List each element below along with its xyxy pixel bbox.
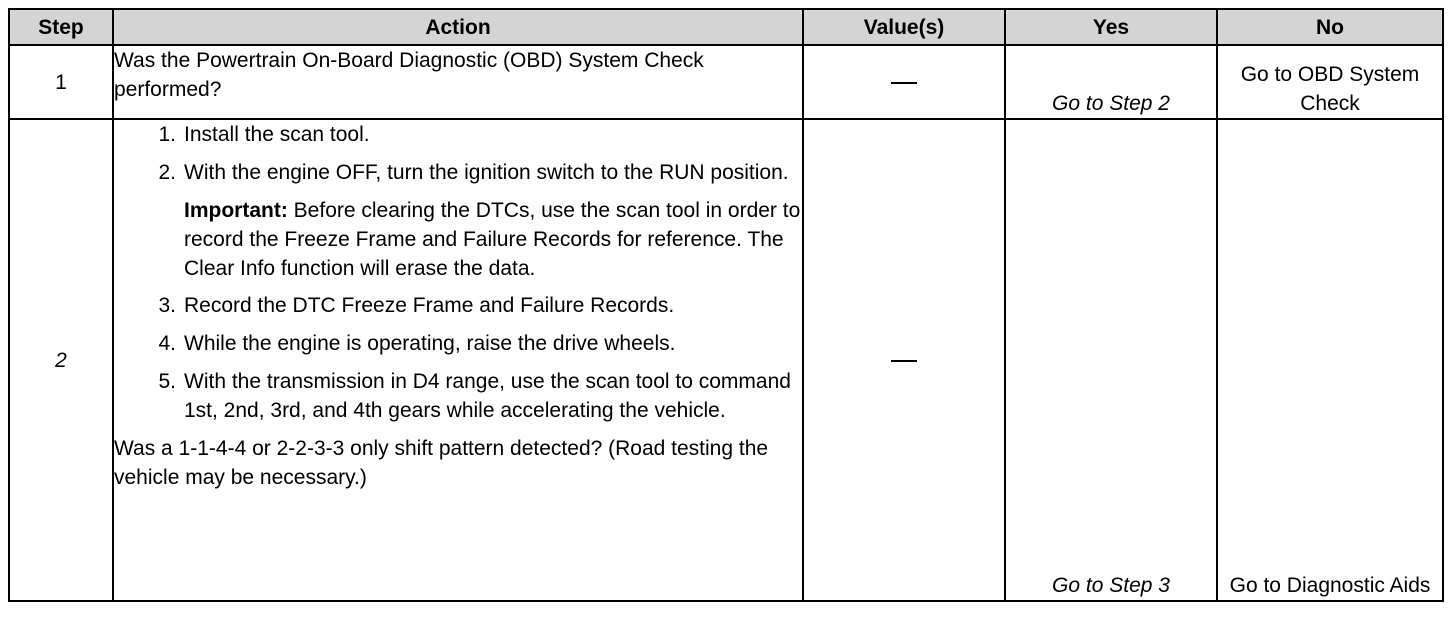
- item-text: While the engine is operating, raise the drive wheels.: [184, 332, 676, 355]
- value-dash: [803, 119, 1005, 601]
- item-number: 5.: [158, 370, 176, 393]
- item-number: 2.: [158, 161, 176, 184]
- header-action: Action: [113, 9, 803, 45]
- diagnostic-table-container: [8, 8, 1444, 602]
- important-text: Before clearing the DTCs, use the scan tool in order to record the Freeze Frame and Failure Records for reference. The Clear Info function will erase the data.: [184, 199, 801, 280]
- item-text: With the transmission in D4 range, use the scan tool to command 1st, 2nd, 3rd, and 4th gears while accelerating the vehicle.: [184, 370, 791, 422]
- list-item: [114, 158, 802, 187]
- list-item: [114, 329, 802, 358]
- action-text: Was the Powertrain On-Board Diagnostic (OBD) System Check performed?: [113, 45, 803, 119]
- item-text: With the engine OFF, turn the ignition switch to the RUN position.: [184, 161, 789, 184]
- list-item: [114, 120, 802, 149]
- value-dash: [803, 45, 1005, 119]
- procedure-list: [114, 120, 802, 187]
- list-item: [114, 291, 802, 320]
- step-number: 2: [9, 119, 113, 601]
- header-no: No: [1217, 9, 1443, 45]
- item-number: 1.: [158, 123, 176, 146]
- action-cell: [113, 119, 803, 601]
- item-text: Record the DTC Freeze Frame and Failure Records.: [184, 294, 675, 317]
- item-number: 4.: [158, 332, 176, 355]
- table-row: [9, 45, 1443, 119]
- dash-mark: [891, 360, 917, 362]
- table-row: [9, 119, 1443, 601]
- diagnostic-table: [8, 8, 1444, 602]
- important-note: [184, 196, 802, 283]
- item-number: 3.: [158, 294, 176, 317]
- header-yes: Yes: [1005, 9, 1217, 45]
- header-row: [9, 9, 1443, 45]
- step-number: 1: [9, 45, 113, 119]
- yes-goto: Go to Step 2: [1005, 45, 1217, 119]
- list-item: [114, 367, 802, 425]
- important-label: Important:: [184, 199, 288, 222]
- header-values: Value(s): [803, 9, 1005, 45]
- question-text: Was a 1-1-4-4 or 2-2-3-3 only shift pattern detected? (Road testing the vehicle may be necessary.): [114, 437, 769, 489]
- item-text: Install the scan tool.: [184, 123, 370, 146]
- yes-goto: Go to Step 3: [1005, 119, 1217, 601]
- no-goto: Go to Diagnostic Aids: [1217, 119, 1443, 601]
- procedure-list: [114, 291, 802, 425]
- header-step: Step: [9, 9, 113, 45]
- dash-mark: [891, 82, 917, 84]
- no-goto: Go to OBD System Check: [1217, 45, 1443, 119]
